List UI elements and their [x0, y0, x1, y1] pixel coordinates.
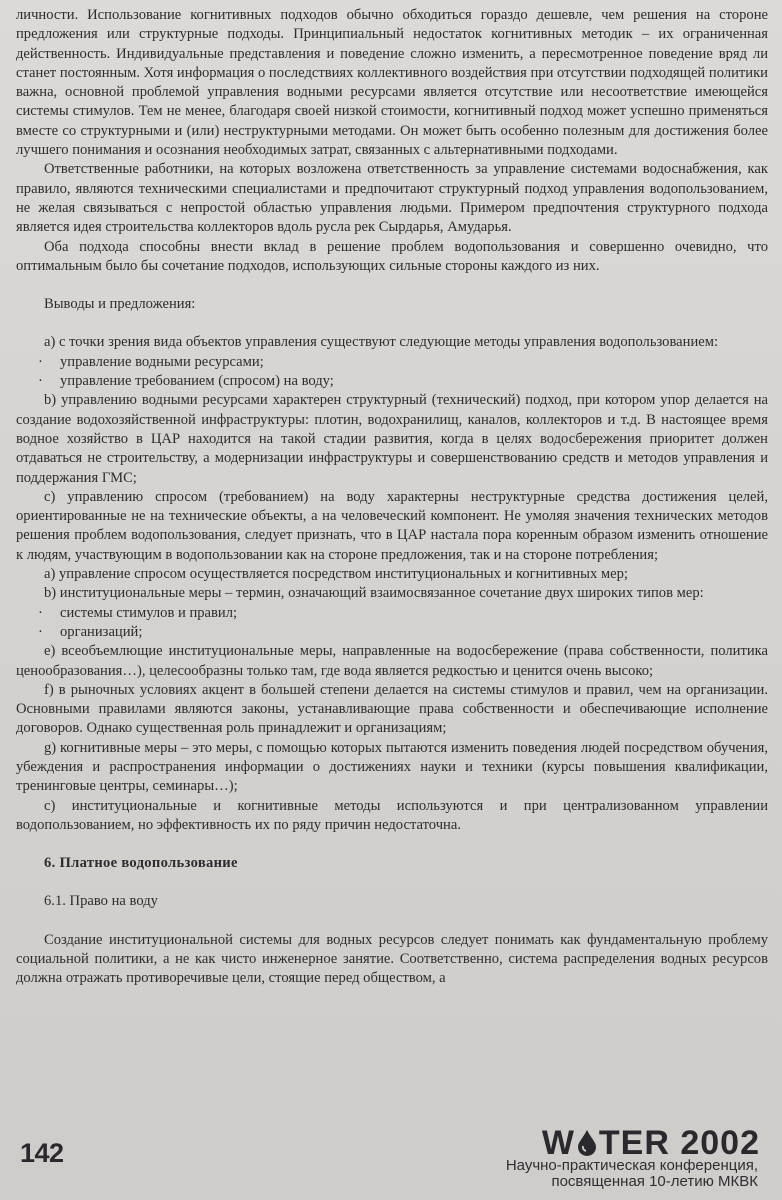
bullet-item: · организаций; — [16, 623, 768, 642]
bullet-icon: · — [38, 623, 43, 640]
paragraph-cognitive-approach: личности. Использование когнитивных подходов обычно обходиться гораздо дешевле, чем решения на стороне предложения или структурные подходы. Принципиальный недостаток когнитивных методик – их ограниченная действенность. Индивидуальные представления и поведение сложно изменить, а пересмотренное поведение вряд ли станет постоянным. Хотя информация о последствиях коллективного воздействия при отсутствии подходящей политики важна, основной проблемой управления водными ресурсами является отсутствие или несоответствие имеющейся системы стимулов. Тем не менее, благодаря своей низкой стоимости, когнитивный подход может успешно применяться вместе со структурными и (или) неструктурными методами. Он может быть особенно полезным для достижения более лучшего понимания и осознания необходимых затрат, связанных с альтернативными подходами. — [16, 7, 768, 159]
list-item-g1: g) когнитивные меры – это меры, с помощью которых пытаются изменить поведения людей посредством обучения, убеждения и распространения информации о достижениях науки и техники (курсы повышения квалификации, тренинговые центры, семинары…); — [16, 739, 768, 795]
bullet-item: · управление водными ресурсами; — [16, 353, 768, 372]
bullet-item: · системы стимулов и правил; — [16, 604, 768, 623]
bullet-item: · управление требованием (спросом) на воду; — [16, 372, 768, 391]
list-item-a1: а) с точки зрения вида объектов управления существуют следующие методы управления водопользованием: — [44, 334, 719, 351]
paragraph-institutional-system: Создание институциональной системы для водных ресурсов следует понимать как фундаментальную проблему социальной политики, а не как чисто инженерное занятие. Соответственно, система распределения водных ресурсов должна отражать противоречивые цели, стоящие перед обществом, а — [16, 931, 768, 987]
bullet-icon: · — [38, 604, 43, 621]
list-item-c2: c) институциональные и когнитивные методы используются и при централизованном управлении водопользованием, но эффективность их по ряду причин недостаточна. — [16, 797, 768, 833]
body-text — [16, 6, 768, 989]
list-item-c1: c) управлению спросом (требованием) на воду характерны неструктурные средства достижения целей, ориентированные не на технические объекты, а на человеческий компонент. Не умоляя значения технических методов решения проблем водопользования, следует признать, что в ЦАР настала пора коренным образом изменить отношение к людям, участвующим в водопользовании как на стороне предложения, так и на стороне потребления; — [16, 488, 768, 563]
conference-line-2: посвященная 10-летию МКВК — [551, 1173, 758, 1190]
water-drop-icon — [575, 1129, 599, 1157]
list-item-e1: e) всеобъемлющие институциональные меры, направленные на водосбережение (права собственности, политика ценообразования…), целесообразны только там, где вода является редкостью и ценится очень высоко; — [16, 643, 768, 679]
list-item-f1: f) в рыночных условиях акцент в большей степени делается на системы стимулов и правил, чем на организации. Основными правилами являются законы, устанавливающие права собственности и обеспечивающие исполнение договоров. Однако существенная роль принадлежит и организациям; — [16, 681, 768, 737]
conclusions-heading: Выводы и предложения: — [44, 296, 196, 313]
paragraph-both-approaches: Оба подхода способны внести вклад в решение проблем водопользования и совершенно очевидно, что оптимальным было бы сочетание подходов, использующих сильные стороны каждого из них. — [16, 238, 768, 274]
conference-line-1: Научно-практическая конференция, — [505, 1157, 758, 1174]
bullet-icon: · — [38, 353, 43, 370]
paragraph-responsible-workers: Ответственные работники, на которых возложена ответственность за управление системами водоснабжения, как правило, являются техническими специалистами и предпочитают структурный подход управления водопользованием, не желая связываться с непростой областью управления людьми. Примером предпочтения структурного подхода является идея строительства коллекторов вдоль русла рек Сырдарья, Амударья. — [16, 161, 768, 236]
list-item-a2: а) управление спросом осуществляется посредством институциональных и когнитивных мер; — [44, 566, 628, 583]
conference-caption — [506, 1158, 758, 1190]
subsection-heading: 6.1. Право на воду — [44, 893, 158, 910]
section-heading: 6. Платное водопользование — [44, 855, 238, 872]
list-item-b2: b) институциональные меры – термин, означающий взаимосвязанное сочетание двух широких типов мер: — [44, 585, 704, 602]
water-2002-logo: W TER 2002 — [541, 1124, 760, 1162]
list-item-b1: b) управлению водными ресурсами характерен структурный (технический) подход, при котором упор делается на создание водохозяйственной инфраструктуры: плотин, водохранилищ, каналов, коллекторов и т.д. В настоящее время водное хозяйство в ЦАР находится на такой стадии развития, когда в целях водосбережения приоритет должен отдаваться не строительству, а модернизации инфраструктуры и совершенствованию средств и методов управления и поддержания ГМС; — [16, 392, 768, 486]
bullet-icon: · — [38, 373, 43, 390]
page-number: 142 — [20, 1138, 64, 1168]
